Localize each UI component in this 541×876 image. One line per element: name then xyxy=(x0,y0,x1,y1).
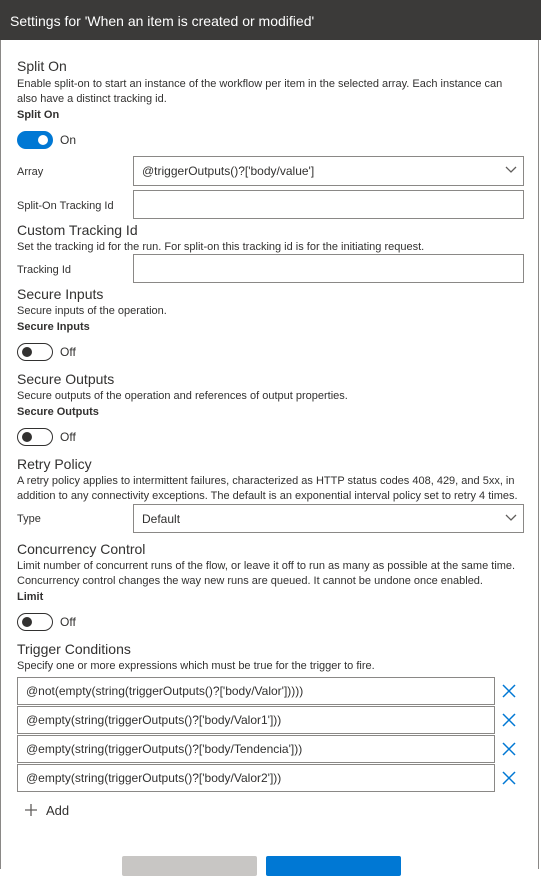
panel-title: Settings for 'When an item is created or modified' xyxy=(10,13,315,29)
secure-outputs-state: Off xyxy=(60,430,76,444)
split-on-description: Enable split-on to start an instance of the workflow per item in the selected array. Each instance can also have a distinct tracking id. xyxy=(17,78,503,105)
secure-outputs-toggle[interactable] xyxy=(17,428,53,446)
plus-icon xyxy=(24,803,38,817)
trigger-condition-input[interactable] xyxy=(17,735,495,763)
concurrency-description: Limit number of concurrent runs of the flow, or leave it off to run as many as possible at the same time. Concurrency control changes the way new runs are queued. It cannot be undone once enabled. xyxy=(17,560,516,587)
array-label: Array xyxy=(17,166,44,178)
trigger-condition-text: @empty(string(triggerOutputs()?['body/Valor2'])) xyxy=(26,771,282,785)
secure-inputs-state: Off xyxy=(60,345,76,359)
close-icon[interactable] xyxy=(501,770,517,786)
panel-header xyxy=(0,0,541,40)
secure-outputs-heading: Secure Outputs xyxy=(17,371,115,387)
split-on-heading: Split On xyxy=(17,58,67,74)
concurrency-heading: Concurrency Control xyxy=(17,541,146,557)
cancel-button[interactable] xyxy=(122,856,257,876)
trigger-condition-text: @empty(string(triggerOutputs()?['body/Tendencia'])) xyxy=(26,742,303,756)
trigger-condition-input[interactable] xyxy=(17,677,495,705)
chevron-down-icon xyxy=(505,166,517,174)
concurrency-limit-toggle[interactable] xyxy=(17,613,53,631)
close-icon[interactable] xyxy=(501,683,517,699)
secure-inputs-label: Secure Inputs xyxy=(17,321,90,333)
split-on-tracking-label: Split-On Tracking Id xyxy=(17,200,114,212)
trigger-conditions-description: Specify one or more expressions which must be true for the trigger to fire. xyxy=(17,660,375,672)
add-condition-label: Add xyxy=(46,803,70,818)
secure-outputs-label: Secure Outputs xyxy=(17,406,99,418)
concurrency-limit-state: Off xyxy=(60,615,76,629)
chevron-down-icon xyxy=(505,514,517,522)
close-icon[interactable] xyxy=(501,741,517,757)
trigger-conditions-heading: Trigger Conditions xyxy=(17,641,131,657)
split-on-state: On xyxy=(60,133,77,147)
split-on-label: Split On xyxy=(17,109,60,121)
done-button[interactable] xyxy=(266,856,401,876)
tracking-id-input[interactable] xyxy=(133,254,524,283)
retry-type-dropdown[interactable] xyxy=(133,504,524,533)
custom-tracking-heading: Custom Tracking Id xyxy=(17,222,138,238)
toggle-knob xyxy=(22,432,32,442)
close-icon[interactable] xyxy=(501,712,517,728)
retry-type-value: Default xyxy=(142,512,181,526)
trigger-condition-input[interactable] xyxy=(17,706,495,734)
secure-inputs-description: Secure inputs of the operation. xyxy=(17,305,167,317)
split-on-toggle[interactable] xyxy=(17,131,53,149)
retry-policy-description: A retry policy applies to intermittent failures, characterized as HTTP status codes 408, 429, and 5xx, in addition to any connectivity exceptions. The default is an exponential interval policy set to retry 4 times. xyxy=(17,475,518,502)
retry-policy-heading: Retry Policy xyxy=(17,456,92,472)
secure-inputs-heading: Secure Inputs xyxy=(17,286,104,302)
custom-tracking-description: Set the tracking id for the run. For split-on this tracking id is for the initiating request. xyxy=(17,241,425,253)
concurrency-limit-label: Limit xyxy=(17,591,44,603)
array-value: @triggerOutputs()?['body/value'] xyxy=(142,164,315,178)
trigger-condition-text: @not(empty(string(triggerOutputs()?['body/Valor'])))) xyxy=(26,684,304,698)
secure-inputs-toggle[interactable] xyxy=(17,343,53,361)
array-dropdown[interactable] xyxy=(133,156,524,186)
trigger-condition-text: @empty(string(triggerOutputs()?['body/Valor1'])) xyxy=(26,713,282,727)
toggle-knob xyxy=(38,135,48,145)
trigger-condition-input[interactable] xyxy=(17,764,495,792)
tracking-id-label: Tracking Id xyxy=(17,264,72,276)
secure-outputs-description: Secure outputs of the operation and references of output properties. xyxy=(17,390,348,402)
toggle-knob xyxy=(22,617,32,627)
retry-type-label: Type xyxy=(17,513,41,525)
toggle-knob xyxy=(22,347,32,357)
split-on-tracking-input[interactable] xyxy=(133,190,524,219)
